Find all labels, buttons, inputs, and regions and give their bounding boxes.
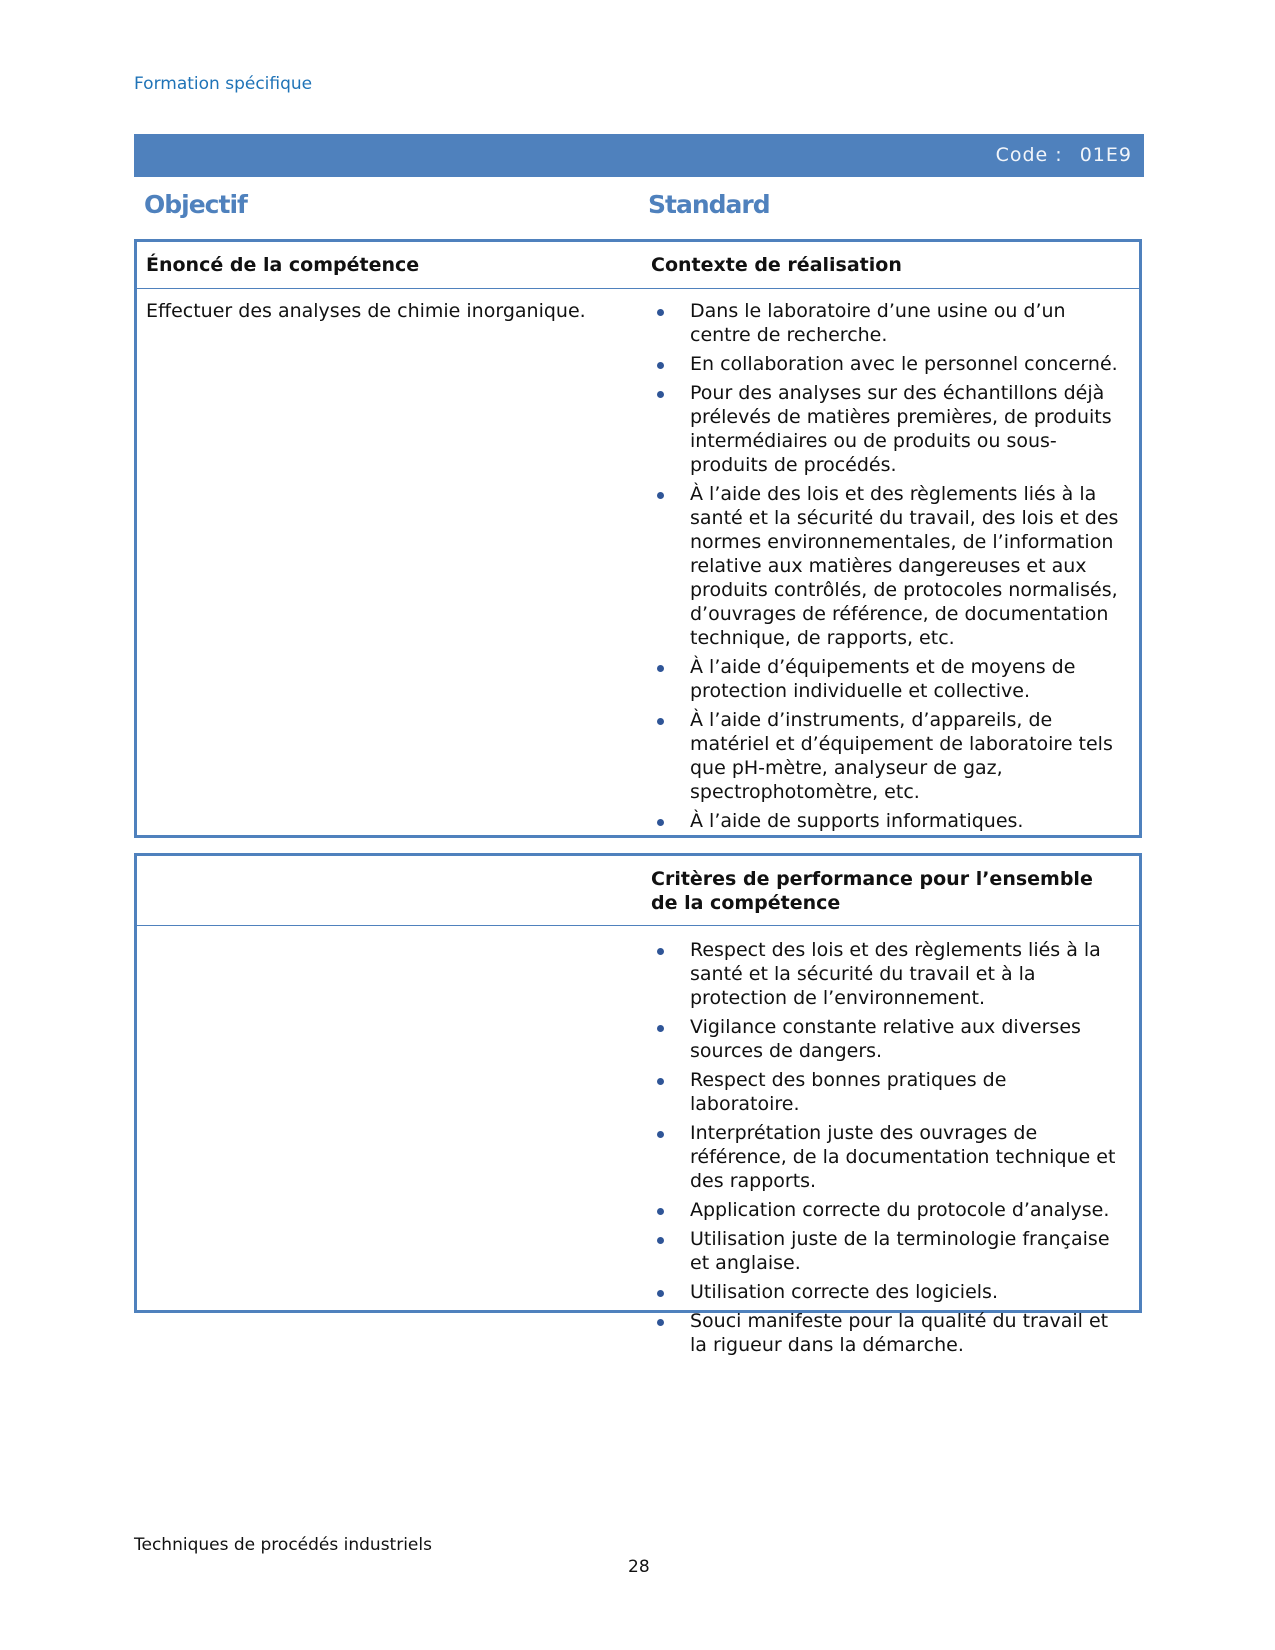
performance-criteria-table [134,853,1142,1356]
code-value: 01E9 [1079,144,1132,166]
table-header-row [137,856,1139,926]
bullet-icon [657,1208,664,1215]
bullet-icon [657,1237,664,1244]
list-item: Respect des bonnes pratiques de laboratoire. [649,1068,1121,1116]
page-number: 28 [628,1557,650,1577]
section-title-standard: Standard [648,190,770,219]
bullet-icon [657,1290,664,1297]
bullet-icon [657,1131,664,1138]
bullet-icon [657,665,664,672]
empty-cell [137,938,642,1362]
bullet-icon [657,1025,664,1032]
bullet-icon [657,391,664,398]
list-item: Interprétation juste des ouvrages de référence, de la documentation technique et des rapports. [649,1121,1121,1193]
list-item: Vigilance constante relative aux diverses sources de dangers. [649,1015,1121,1063]
list-item: À l’aide de supports informatiques. [649,809,1121,833]
bullet-icon [657,718,664,725]
header-criteres: Critères de performance pour l’ensemble de la compétence [651,867,1093,914]
criteria-list [649,938,1121,1357]
bullet-icon [657,362,664,369]
running-header: Formation spécifique [134,74,313,94]
bullet-icon [657,309,664,316]
context-list-cell [642,299,1139,838]
list-item: À l’aide d’équipements et de moyens de protection individuelle et collective. [649,655,1121,703]
bullet-icon [657,948,664,955]
section-title-objectif: Objectif [144,190,247,219]
list-item: Utilisation juste de la terminologie française et anglaise. [649,1227,1121,1275]
competence-statement: Effectuer des analyses de chimie inorganique. [146,300,586,322]
list-item: Pour des analyses sur des échantillons déjà prélevés de matières premières, de produits intermédiaires ou de produits ou sous-produits de procédés. [649,381,1121,477]
criteria-list-cell [642,938,1139,1362]
code-banner [134,134,1144,177]
list-item: Respect des lois et des règlements liés à la santé et la sécurité du travail et à la protection de l’environnement. [649,938,1121,1010]
list-item: À l’aide d’instruments, d’appareils, de matériel et d’équipement de laboratoire tels que pH-mètre, analyseur de gaz, spectrophotomètre, etc. [649,708,1121,804]
table-header-row [137,242,1139,289]
bullet-icon [657,1078,664,1085]
list-item: Application correcte du protocole d’analyse. [649,1198,1121,1222]
header-enonce: Énoncé de la compétence [146,254,420,276]
code-label: Code : [995,144,1063,166]
table-body-row [137,926,1139,1362]
list-item: À l’aide des lois et des règlements liés à la santé et la sécurité du travail, des lois et des normes environnementales, de l’information relative aux matières dangereuses et aux produits contrôlés, de protocoles normalisés, d’ouvrages de référence, de documentation technique, de rapports, etc. [649,482,1121,650]
bullet-icon [657,819,664,826]
header-contexte: Contexte de réalisation [651,254,902,276]
context-list [649,299,1121,833]
list-item: Dans le laboratoire d’une usine ou d’un centre de recherche. [649,299,1121,347]
bullet-icon [657,1319,664,1326]
bullet-icon [657,492,664,499]
table-body-row [137,289,1139,838]
list-item: Souci manifeste pour la qualité du travail et la rigueur dans la démarche. [649,1309,1121,1357]
competence-table [134,239,1142,838]
footer-program-title: Techniques de procédés industriels [134,1535,432,1555]
list-item: Utilisation correcte des logiciels. [649,1280,1121,1304]
list-item: En collaboration avec le personnel concerné. [649,352,1121,376]
